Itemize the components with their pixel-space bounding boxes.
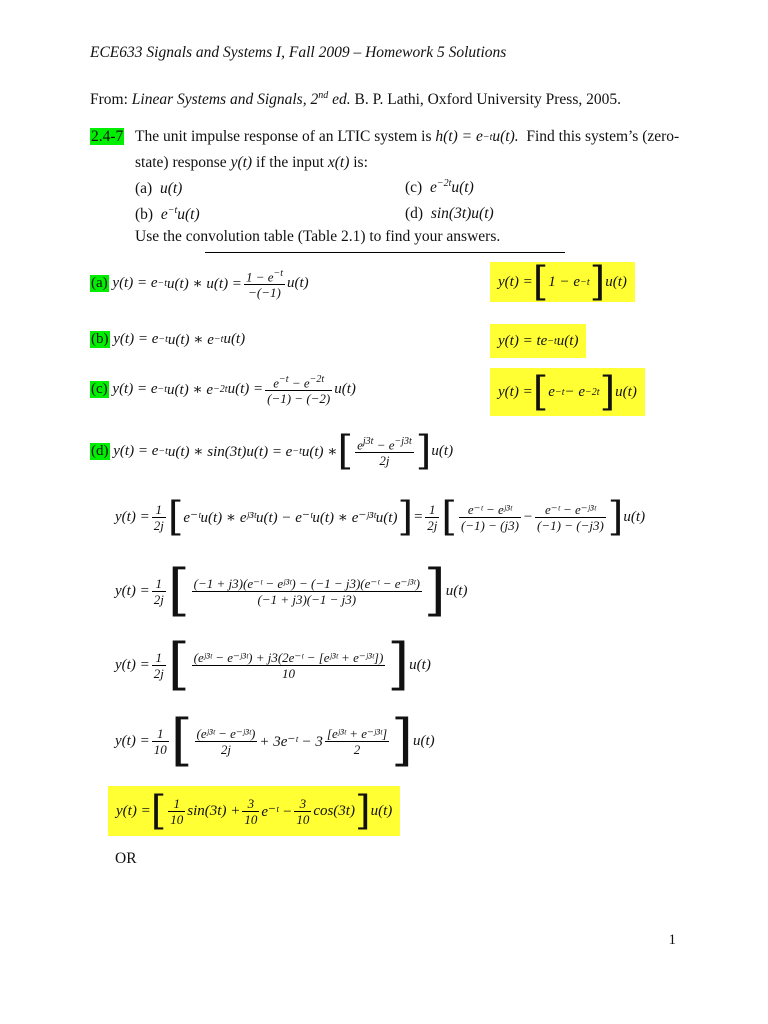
divider-line <box>205 252 565 253</box>
solution-d-line5: y(t) = $\frac{1}{10}$ [ $\frac{\text{(eʲ³ᵗ − e⁻ʲ³ᵗ)}}{2j}$ + 3e⁻ᵗ − 3 $\frac{\text{[eʲ³ᵗ + e⁻ʲ³ᵗ]}}{2}$ ] u(t) <box>115 708 435 773</box>
part-c-input: (c) $e^{-2t}u(t)$ <box>405 178 474 197</box>
part-d-input: (d) sin(3t)u(t) <box>405 205 494 222</box>
solution-b: (b) y(t) = e −t u(t) ∗ e −t u(t) <box>91 331 246 348</box>
answer-a: y(t) = [ 1 − e −t ] u(t) <box>490 262 635 302</box>
or-text: OR <box>115 850 137 867</box>
answer-b: y(t) = te −t u(t) <box>490 324 586 358</box>
source-citation <box>90 90 621 109</box>
part-a-input: (a) u(t) <box>135 180 183 197</box>
solution-d-line3: y(t) = $\frac{1}{2j}$ [ $\frac{\text{(−1 + j3)(e⁻ᵗ − eʲ³ᵗ) − (−1 − j3)(e⁻ᵗ − e⁻ʲ³ᵗ)}}{(-1 + j3)(-1 - j3)}$ ] u(t) <box>115 558 468 623</box>
source-book: Linear Systems and Signals, 2 <box>131 91 319 109</box>
solution-d-line2: y(t) = $\frac{1}{2j}$ [ e⁻ᵗu(t) ∗ eʲ³ᵗu(t) − e⁻ᵗu(t) ∗ e⁻ʲ³ᵗu(t) ] = $\frac{1}{2j}$ [ $\frac{\text{e⁻ᵗ − eʲ³ᵗ}}{(-1) - (j3)}$ − $\frac{\text{e⁻ᵗ − e⁻ʲ³ᵗ}}{(-1) - (-j3)}$ ] u(t) <box>115 494 646 540</box>
document-header: ECE633 Signals and Systems I, Fall 2009 – Homework 5 Solutions <box>90 44 507 61</box>
answer-c: y(t) = [ e −t − e −2t ] u(t) <box>490 368 645 416</box>
label-a: (a) <box>91 274 108 291</box>
problem-number: 2.4-7 <box>91 128 124 145</box>
source-edition-sup: nd <box>318 90 329 101</box>
label-b: (b) <box>91 331 109 347</box>
page-number: 1 <box>668 932 676 948</box>
problem-instruction: Use the convolution table (Table 2.1) to find your answers. <box>135 228 501 245</box>
solution-a: (a) y(t) = e −t u(t) ∗ u(t) = $\frac{1 - e^{-t}}{-(-1)}$ u(t) <box>91 268 309 301</box>
problem-statement: The unit impulse response of an LTIC system is h(t) = e −t u(t). Find this system’s (zero- state) response y(t) if the input x(t) is: <box>135 128 680 171</box>
solution-d-line1: (d) y(t) = e −t u(t) ∗ sin(3t)u(t) = e −t u(t) ∗ [ $\frac{e^{j3t} - e^{-j3t}}{2j}$ ] u(t) <box>91 428 454 475</box>
solution-c: (c) y(t) = e −t u(t) ∗ e −2t u(t) = $\frac{e^{-t} - e^{-2t}}{(-1) - (-2)}$ u(t) <box>91 374 356 407</box>
source-prefix: From: <box>90 91 132 109</box>
label-d: (d) <box>91 442 109 459</box>
solution-d-line4: y(t) = $\frac{1}{2j}$ [ $\frac{\text{(eʲ³ᵗ − e⁻ʲ³ᵗ) + j3(2e⁻ᵗ − [eʲ³ᵗ + e⁻ʲ³ᵗ])}}{10}$ ] u(t) <box>115 632 431 697</box>
source-edition-suffix: ed. <box>328 91 351 109</box>
label-c: (c) <box>91 380 108 397</box>
source-rest: B. P. Lathi, Oxford University Press, 2005. <box>350 91 621 109</box>
part-b-input: (b) $e^{-t}u(t)$ <box>135 205 200 224</box>
answer-d: y(t) = [ $\frac{1}{10}$ sin(3t) + $\frac{3}{10}$ e⁻ᵗ − $\frac{3}{10}$ cos(3t) ] u(t) <box>108 786 400 836</box>
